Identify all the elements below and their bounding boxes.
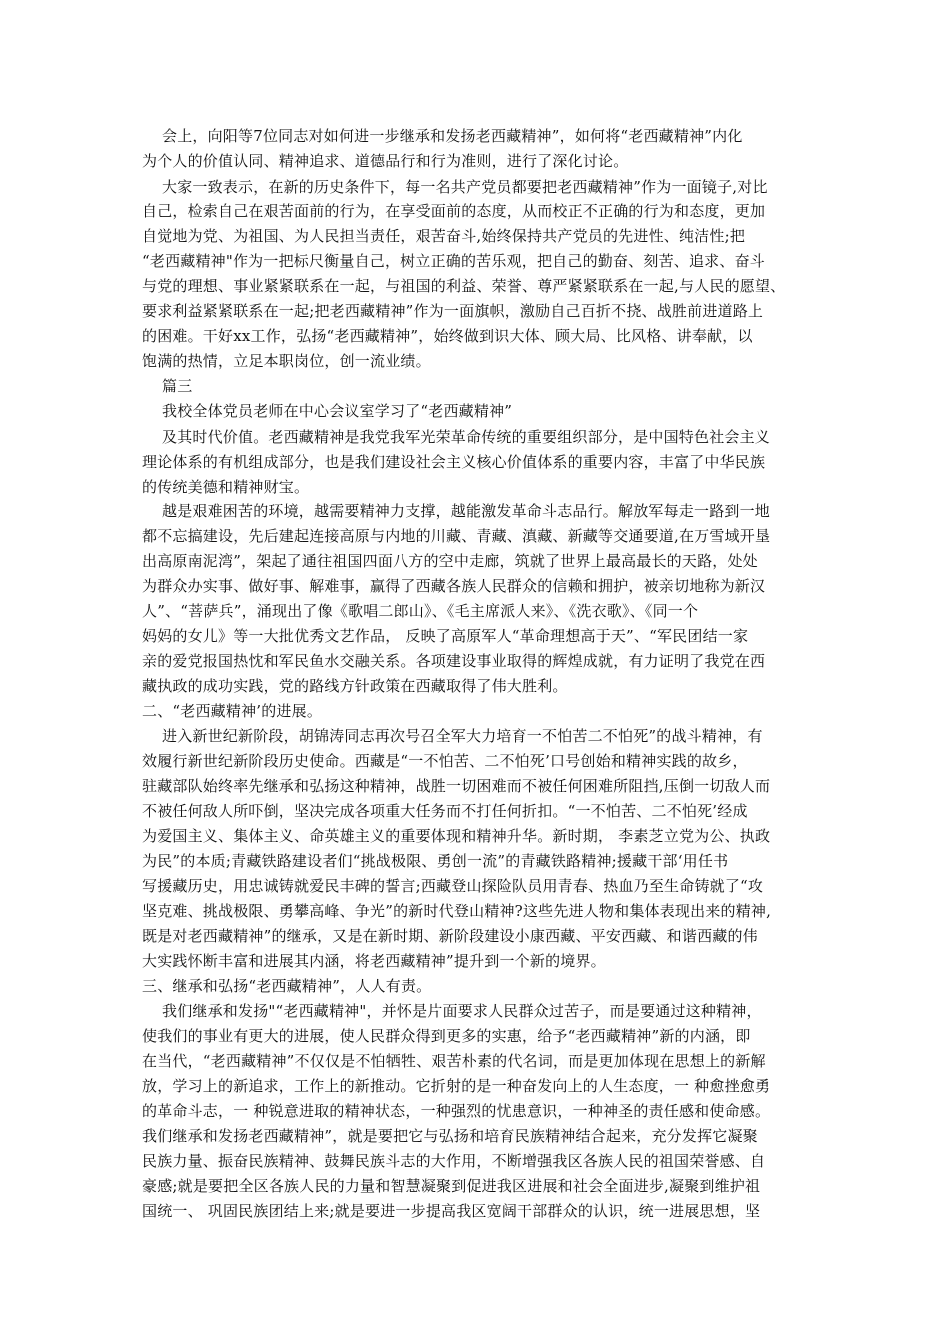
text-line: 饱满的热情，立足本职岗位，创一流业绩。 [142,352,431,370]
text-line: 既是对老西藏精神”的继承，又是在新时期、新阶段建设小康西藏、平安西藏、和谐西藏的伟 [142,927,758,945]
text-line: 大实践怀断丰富和进展其内涵，将老西藏精神”提升到一个新的境界。 [142,952,606,970]
text-line: 民族力量、振奋民族精神、鼓舞民族斗志的大作用，不断增强我区各族人民的祖国荣誉感、自 [142,1152,766,1170]
text-line: 亲的爱党报国热忱和军民鱼水交融关系。各项建设事业取得的辉煌成就，有力证明了我党在西 [142,652,766,670]
text-line [142,1225,822,1248]
text-line: 要求利益紧紧联系在一起;把老西藏精神”作为一面旗帜，激励自己百折不挠、战胜前进道路上 [142,302,764,320]
text-line: 自己，检索自己在艰苦面前的行为，在享受面前的态度，从而校正不正确的行为和态度，更加 [142,202,766,220]
text-line: 及其时代价值。老西藏精神是我党我军光荣革命传统的重要组织部分，是中国特色社会主义 [162,428,771,446]
text-line: 妈妈的女儿》等一大批优秀文艺作品， 反映了高原军人“革命理想高于天”、“军民团结一家 [142,627,749,645]
text-line: 出高原南泥湾”，架起了通往祖国四面八方的空中走廊，筑就了世界上最高最长的天路，处处 [142,552,758,570]
text-line: 都不忘搞建设，先后建起连接高原与内地的川藏、青藏、滇藏、新藏等交通要道,在万雪域开垦 [142,527,771,545]
section-heading: 篇三 [162,377,193,395]
text-line: 的传统美德和精神财宝。 [142,478,310,496]
text-line: 会上，向阳等7位同志对如何进一步继承和发扬老西藏精神”，如何将“老西藏精神”内化 [162,127,743,145]
text-line: 的革命斗志，一 种锐意进取的精神状态，一种强烈的忧患意识，一种神圣的责任感和使命感。 [142,1102,771,1120]
text-line: 我们继承和发扬老西藏精神”，就是要把它与弘扬和培育民族精神结合起来，充分发挥它凝聚 [142,1127,758,1145]
text-line: 的困难。干好xx工作，弘扬“老西藏精神”，始终做到识大体、顾大局、比风格、讲奉献，以 [142,327,753,345]
text-line: 我们继承和发扬"“老西藏精神"，并怀是片面要求人民群众过苦子，而是要通过这种精神， [162,1002,762,1020]
text-line: 为个人的价值认同、精神追求、道德品行和行为准则，进行了深化讨论。 [142,152,629,170]
section-heading: 三、继承和弘扬“老西藏精神”，人人有责。 [142,977,432,995]
section-heading: 二、“老西藏精神’的进展。 [142,702,323,720]
text-line: 放，学习上的新追求，工作上的新推动。它折射的是一种奋发向上的人生态度，一 种愈挫愈勇 [142,1077,771,1095]
text-line: 理论体系的有机组成部分，也是我们建设社会主义核心价值体系的重要内容，丰富了中华民族 [142,453,766,471]
text-line: 国统一、 巩固民族团结上来;就是要进一步提高我区宽阔干部群众的认识，统一进展思想，坚 [142,1202,761,1220]
text-line: 进入新世纪新阶段，胡锦涛同志再次号召全军大力培育一不怕苦二不怕死”的战斗精神，有 [162,727,763,745]
text-line: 越是艰难困苦的环境，越需要精神力支撑，越能激发革命斗志品行。解放军每走一路到一地 [162,502,771,520]
text-line: 在当代，“老西藏精神”不仅仅是不怕牺牲、艰苦朴素的代名词，而是更加体现在思想上的新解 [142,1052,766,1070]
text-line: 人”、“菩萨兵”，涌现出了像《歌唱二郎山》、《毛主席派人来》、《洗衣歌》、《同一个 [142,602,699,620]
text-line: 不被任何敌人所吓倒，坚决完成各项重大任务而不打任何折扣。“一不怕苦、二不怕死’经成 [142,802,748,820]
text-line: 为群众办实事、做好事、解难事，赢得了西藏各族人民群众的信赖和拥护，被亲切地称为新汉 [142,577,766,595]
text-line: “老西藏精神"作为一把标尺衡量自己，树立正确的苦乐观，把自己的勤奋、刻苦、追求、奋斗 [142,252,765,270]
text-line: 我校全体党员老师在中心会议室学习了“老西藏精神” [162,402,513,420]
text-line: 驻藏部队始终率先继承和弘扬这种精神，战胜一切困难而不被任何困难所阻挡,压倒一切敌人而 [142,777,771,795]
text-line: 坚克难、挑战极限、勇攀高峰、争光”的新时代登山精神?这些先进人物和集体表现出来的精神, [142,902,772,920]
text-line: 效履行新世纪新阶段历史使命。西藏是“一不怕苦、二不怕死’口号创始和精神实践的故乡， [142,752,748,770]
text-line: 为民”的本质;青藏铁路建设者们“挑战极限、勇创一流”的青藏铁路精神;援藏干部‘用任书 [142,852,729,870]
text-line: 藏执政的成功实践，党的路线方针政策在西藏取得了伟大胜利。 [142,677,568,695]
text-line: 为爱国主义、集体主义、命英雄主义的重要体现和精神升华。新时期， 李素芝立党为公、执政 [142,827,771,845]
text-line: 大家一致表示，在新的历史条件下，每一名共产党员都要把老西藏精神”作为一面镜子,对比 [162,178,768,196]
text-line: 使我们的事业有更大的进展，使人民群众得到更多的实惠，给予“老西藏精神”新的内涵，即 [142,1027,751,1045]
text-line: 豪感;就是要把全区各族人民的力量和智慧凝聚到促进我区进展和社会全面进步,凝聚到维护祖 [142,1177,761,1195]
text-line: 自觉地为党、为祖国、为人民担当责任，艰苦奋斗,始终保持共产党员的先进性、纯洁性;把 [142,227,746,245]
text-line: 写援藏历史，用忠诚铸就爱民丰碑的誓言;西藏登山探险队员用青春、热血乃至生命铸就了“攻 [142,877,764,895]
text-line: 与党的理想、事业紧紧联系在一起，与祖国的利益、荣誉、尊严紧紧联系在一起,与人民的愿望、 [142,277,786,295]
